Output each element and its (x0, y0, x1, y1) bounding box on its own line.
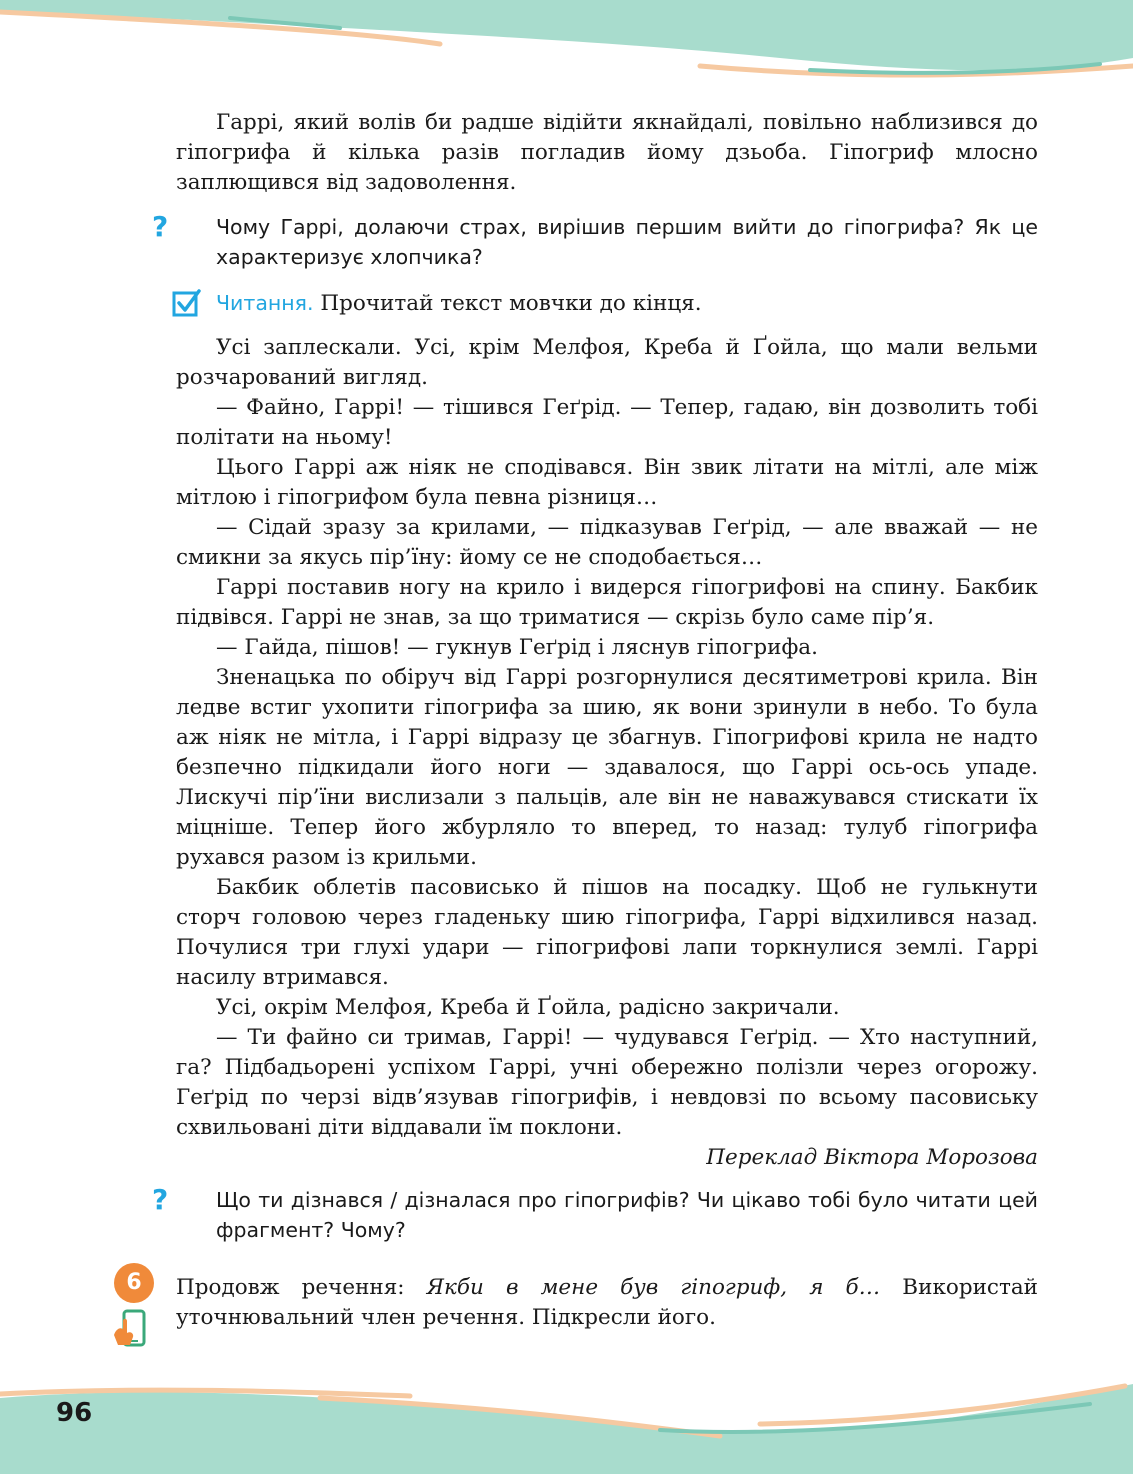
task-sentence-start: Якби в мене був гіпогриф, я б… (426, 1275, 881, 1300)
story-paragraph: Усі, окрім Мелфоя, Креба й Ґойла, радісно закричали. (216, 995, 840, 1020)
reading-task (176, 288, 1038, 319)
question-mark-icon: ? (152, 1183, 169, 1216)
story-paragraph: — Гайда, пішов! — гукнув Геґрід і ляснув гіпогрифа. (216, 635, 818, 660)
story-paragraph: Гаррі поставив ногу на крило і видерся гіпогрифові на спину. Бакбик підвівся. Гаррі не знав, за що триматися — скрізь було саме пір’я. (176, 575, 1038, 630)
reading-instruction: Прочитай текст мовчки до кінця. (313, 291, 702, 316)
translation-attribution: Переклад Віктора Морозова (706, 1145, 1038, 1170)
task-6 (126, 1270, 1038, 1333)
story-paragraph: Зненацька по обіруч від Гаррі розгорнулися десятиметрові крила. Він ледве встиг ухопити гіпогрифа за шию, як вони зринули в небо. То була аж ніяк не мітла, і Гаррі відразу це збагнув. Гіпогрифові крила не надто безпечно підкидали його ноги — здавалося, що Гаррі ось-ось упаде. Лискучі пір’їни вислизали з пальців, але він не наважувався стискати їх міцніше. Тепер його жбурляло то вперед, то назад: тулуб гіпогрифа рухався разом із крильми. (176, 665, 1038, 870)
task-lead: Продовж речення: (176, 1275, 427, 1300)
top-wave-decoration (0, 0, 1133, 90)
question-text: Чому Гаррі, долаючи страх, вирішив першим вийти до гіпогрифа? Як це характеризує хлопчика? (216, 215, 1038, 269)
story-paragraph: — Файно, Гаррі! — тішився Геґрід. — Тепер, гадаю, він дозволить тобі політати на ньому! (176, 395, 1038, 450)
story-paragraph: Бакбик облетів пасовисько й пішов на посадку. Щоб не гулькнути сторч головою через гладеньку шию гіпогрифа, Гаррі відхилився назад. Почулися три глухі удари — гіпогрифові лапи торкнулися землі. Гаррі насилу втримався. (176, 875, 1038, 990)
bottom-wave-decoration (0, 1376, 1133, 1474)
question-text: Що ти дізнався / дізналася про гіпогрифів? Чи цікаво тобі було читати цей фрагмент? Чому? (216, 1188, 1038, 1242)
task-instruction: Використай уточнювальний член речення. Підкресли його. (176, 1275, 1038, 1330)
reading-label: Читання. (216, 291, 314, 315)
story-paragraph: — Сідай зразу за крилами, — підказував Геґрід, — але вважай — не смикни за якусь пір’їну: йому се не сподобається… (176, 515, 1038, 570)
phone-touch-icon (110, 1309, 150, 1349)
story-paragraph: Усі заплескали. Усі, крім Мелфоя, Креба й Ґойла, що мали вельми розчарований вигляд. (176, 335, 1038, 390)
story-paragraph: Цього Гаррі аж ніяк не сподівався. Він звик літати на мітлі, але між мітлою і гіпогрифом була певна різниця… (176, 455, 1038, 510)
question-mark-icon: ? (152, 210, 169, 243)
story-paragraph: — Ти файно си тримав, Гаррі! — чудувався Геґрід. — Хто наступний, га? Підбадьорені успіхом Гаррі, учні обережно полізли через огорожу. Геґрід по черзі відв’язував гіпогрифів, і невдовзі по всьому пасовиську схвильовані діти віддавали їм поклони. (176, 1025, 1038, 1140)
page-number: 96 (56, 1398, 93, 1428)
intro-paragraph: Гаррі, який волів би радше відійти якнайдалі, повільно наблизився до гіпогрифа й кілька разів погладив йому дзьоба. Гіпогриф млосно заплющився від задоволення. (176, 110, 1038, 195)
task-number-badge: 6 (114, 1263, 154, 1303)
checkbox-icon (172, 288, 202, 318)
page-content (126, 108, 1038, 1333)
story-text (176, 333, 1038, 1173)
question-block-1 (152, 210, 1038, 272)
question-block-2 (152, 1183, 1038, 1245)
